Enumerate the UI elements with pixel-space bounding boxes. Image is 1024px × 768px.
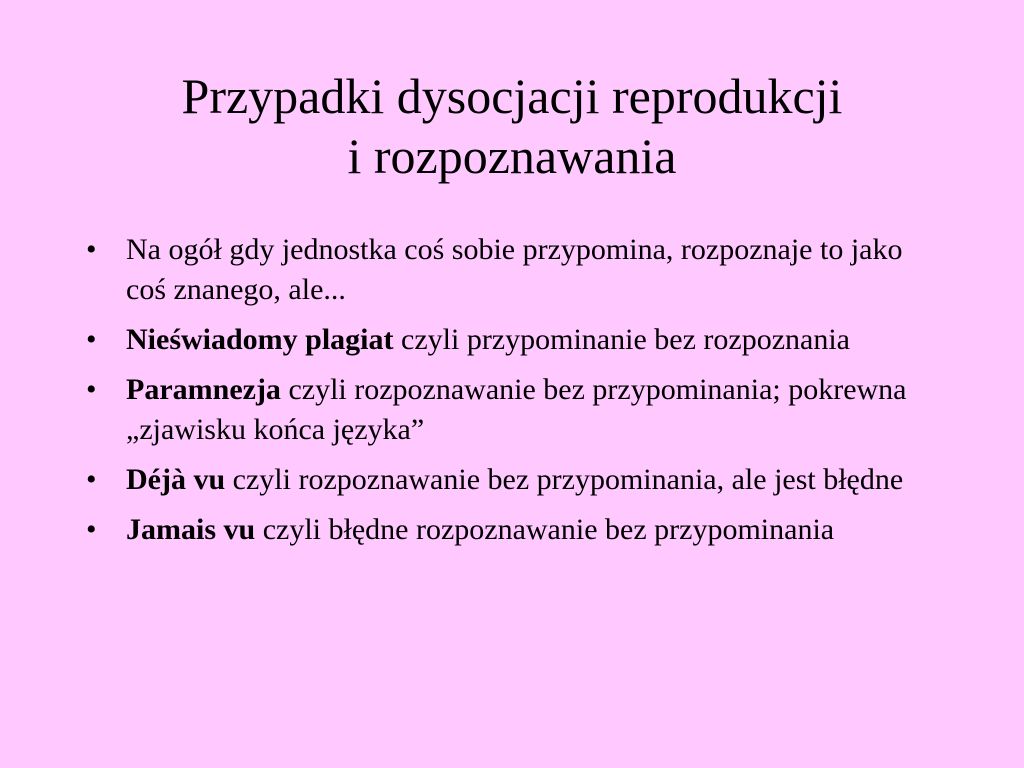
slide-title-line-1: Przypadki dysocjacji reprodukcji [181, 68, 843, 124]
bullet-marker-icon: • [86, 323, 97, 356]
bullet-marker-icon: • [86, 373, 97, 406]
bullet-text: Na ogół gdy jednostka coś sobie przypomina, rozpoznaje to jako coś znanego, ale... [126, 233, 903, 306]
bullet-text: czyli rozpoznawanie bez przypominania, ale jest błędne [225, 463, 904, 496]
bullet-term: Paramnezja [126, 373, 281, 406]
bullet-item [86, 460, 946, 500]
slide-title [0, 66, 1024, 186]
bullet-term: Déjà vu [126, 463, 226, 496]
bullet-marker-icon: • [86, 513, 97, 546]
bullet-term: Nieświadomy plagiat [126, 323, 394, 356]
bullet-text: czyli błędne rozpoznawanie bez przypominania [255, 513, 835, 546]
bullet-item [86, 230, 946, 310]
bullet-item [86, 370, 946, 450]
bullet-marker-icon: • [86, 463, 97, 496]
slide-title-line-2: i rozpoznawania [347, 128, 677, 184]
bullet-marker-icon: • [86, 233, 97, 266]
bullet-term: Jamais vu [126, 513, 256, 546]
bullet-text: czyli przypominanie bez rozpoznania [393, 323, 850, 356]
bullet-list [86, 230, 946, 560]
bullet-text: czyli rozpoznawanie bez przypominania; pokrewna „zjawisku końca języka” [126, 373, 907, 446]
bullet-item [86, 320, 946, 360]
bullet-item [86, 510, 946, 550]
